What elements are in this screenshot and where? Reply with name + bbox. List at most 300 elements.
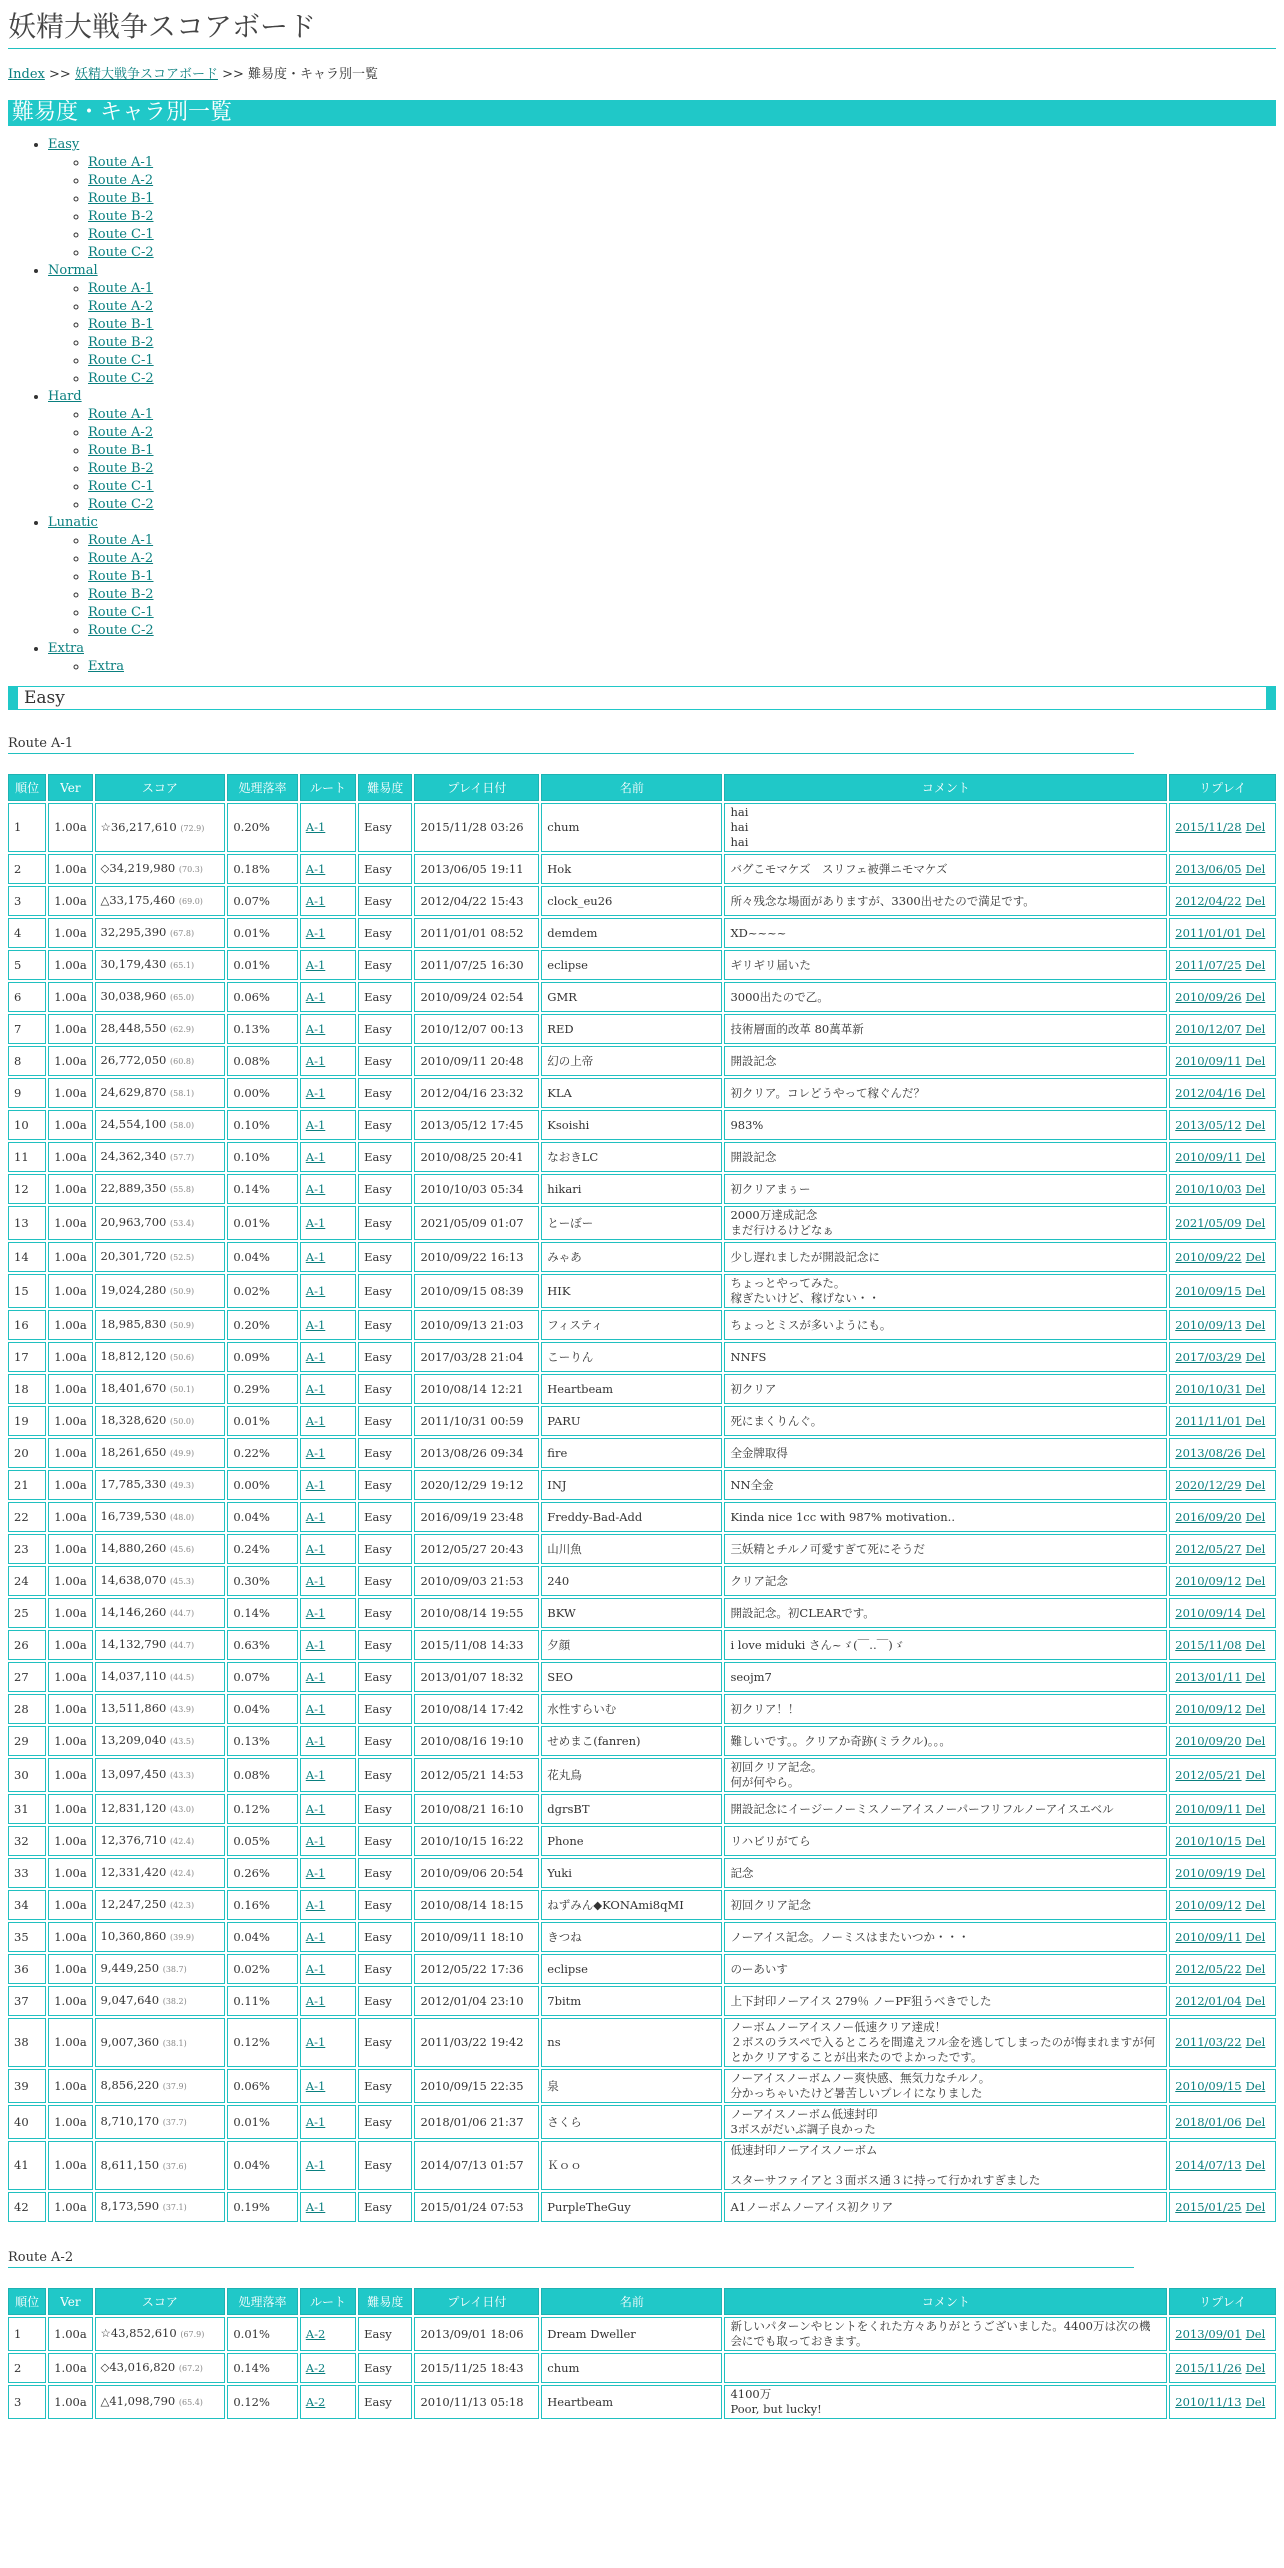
delete-link[interactable]: Del [1245,2394,1266,2409]
slowdown-cell: 0.04% [227,1242,297,1272]
replay-download-link[interactable]: 2012/05/27 [1175,1541,1242,1556]
delete-link[interactable]: Del [1245,1445,1266,1460]
score-value: 12,831,120 [100,1801,167,1815]
route-link[interactable]: A-1 [305,1669,326,1684]
route-link[interactable]: A-1 [305,1897,326,1912]
version-cell: 1.00a [48,982,92,1012]
toc-route-link[interactable]: Route B-1 [88,317,154,332]
delete-link[interactable]: Del [1245,1833,1266,1848]
toc-route-link[interactable]: Route B-2 [88,209,154,224]
toc-difficulty-item [48,388,1276,514]
replay-download-link[interactable]: 2018/01/06 [1175,2114,1242,2129]
rank-cell: 10 [8,1110,46,1140]
toc-route-link[interactable]: Route A-1 [88,533,154,548]
route-link[interactable]: A-1 [305,2158,326,2172]
score-value: 24,629,870 [100,1085,167,1099]
route-link[interactable]: A-2 [305,2394,326,2409]
replay-cell [1169,1922,1276,1952]
route-link[interactable]: A-1 [305,1833,326,1848]
route-link[interactable]: A-1 [305,925,326,940]
replay-download-link[interactable]: 2010/09/20 [1175,1733,1242,1748]
version-cell: 1.00a [48,1534,92,1564]
column-header: 難易度 [358,2288,412,2315]
route-link[interactable]: A-1 [305,1801,326,1816]
breadcrumb [8,63,1276,82]
replay-cell [1169,1206,1276,1240]
score-cell [95,1274,226,1308]
replay-download-link[interactable]: 2020/12/29 [1175,1477,1242,1492]
score-value: 18,985,830 [100,1317,167,1331]
route-link[interactable]: A-1 [305,2114,326,2129]
replay-download-link[interactable]: 2015/11/26 [1175,2360,1242,2375]
replay-download-link[interactable]: 2012/01/04 [1175,1993,1242,2008]
replay-download-link[interactable]: 2013/06/05 [1175,861,1242,876]
toc-route-link[interactable]: Extra [88,659,125,674]
toc-route-item [88,190,1276,208]
play-date-cell: 2013/05/12 17:45 [414,1110,539,1140]
route-cell [300,1470,356,1500]
delete-link[interactable]: Del [1245,1897,1266,1912]
score-cell [95,1662,226,1692]
toc-route-link[interactable]: Route A-2 [88,173,154,188]
version-cell: 1.00a [48,1470,92,1500]
replay-download-link[interactable]: 2012/05/22 [1175,1961,1242,1976]
toc-route-link[interactable]: Route C-1 [88,227,154,242]
route-link[interactable]: A-1 [305,1053,326,1068]
toc-route-link[interactable]: Route C-2 [88,245,154,260]
replay-download-link[interactable]: 2011/11/01 [1175,1413,1242,1428]
name-cell: 7bitm [541,1986,722,2016]
toc-route-item [88,226,1276,244]
score-value: 14,638,070 [100,1573,167,1587]
route-link[interactable]: A-1 [305,1317,326,1332]
replay-download-link[interactable]: 2011/07/25 [1175,957,1242,972]
replay-download-link[interactable]: 2014/07/13 [1175,2158,1242,2172]
route-link[interactable]: A-1 [305,1117,326,1132]
column-header: Ver [48,774,92,801]
route-link[interactable]: A-1 [305,893,326,908]
replay-download-link[interactable]: 2010/10/15 [1175,1833,1242,1848]
delete-link[interactable]: Del [1245,861,1266,876]
comment-cell: 全金牌取得 [724,1438,1167,1468]
play-date-cell: 2013/01/07 18:32 [414,1662,539,1692]
comment-cell: バグこモマケズ スリフェ被弾ニモマケズ [724,854,1167,884]
route-link[interactable]: A-1 [305,1929,326,1944]
delete-link[interactable]: Del [1245,1573,1266,1588]
name-cell: Heartbeam [541,1374,722,1404]
name-cell: 夕顔 [541,1630,722,1660]
replay-download-link[interactable]: 2010/09/14 [1175,1605,1242,1620]
slowdown-cell: 0.29% [227,1374,297,1404]
replay-cell [1169,2317,1276,2351]
score-value: 14,146,260 [100,1605,167,1619]
toc-difficulty-link[interactable]: Hard [48,389,82,404]
replay-download-link[interactable]: 2010/09/12 [1175,1573,1242,1588]
replay-download-link[interactable]: 2012/04/22 [1175,893,1242,908]
route-link[interactable]: A-1 [305,1961,326,1976]
replay-download-link[interactable]: 2010/12/07 [1175,1021,1242,1036]
replay-cell [1169,2353,1276,2383]
toc-route-link[interactable]: Route C-2 [88,623,154,638]
toc-route-link[interactable]: Route A-1 [88,407,154,422]
route-link[interactable]: A-1 [305,989,326,1004]
toc-difficulty-link[interactable]: Easy [48,137,80,152]
name-cell: 水性すらいむ [541,1694,722,1724]
score-cell [95,1826,226,1856]
difficulty-cell: Easy [358,2317,412,2351]
rank-cell: 29 [8,1726,46,1756]
difficulty-cell: Easy [358,803,412,852]
delete-link[interactable]: Del [1245,1637,1266,1652]
route-link[interactable]: A-2 [305,2360,326,2375]
score-percent: (50.6) [170,1353,195,1362]
score-cell [95,2192,226,2222]
score-value: 16,739,530 [100,1509,167,1523]
route-link[interactable]: A-1 [305,2078,326,2093]
score-percent: (45.6) [170,1545,195,1554]
table-header-row [8,2288,1276,2315]
slowdown-cell: 0.09% [227,1342,297,1372]
delete-link[interactable]: Del [1245,1349,1266,1364]
toc-route-link[interactable]: Route B-2 [88,461,154,476]
route-link[interactable]: A-1 [305,1381,326,1396]
replay-download-link[interactable]: 2021/05/09 [1175,1215,1242,1230]
route-link[interactable]: A-1 [305,1215,326,1230]
score-percent: (42.4) [170,1837,195,1846]
toc-route-item [88,604,1276,622]
replay-download-link[interactable]: 2013/05/12 [1175,1117,1242,1132]
replay-download-link[interactable]: 2015/11/08 [1175,1637,1242,1652]
comment-cell: i love miduki さん~ゞ(￣‥￣)ゞ [724,1630,1167,1660]
route-link[interactable]: A-1 [305,1249,326,1264]
slowdown-cell: 0.19% [227,2192,297,2222]
toc-route-link[interactable]: Route C-1 [88,605,154,620]
delete-link[interactable]: Del [1245,1929,1266,1944]
route-link[interactable]: A-1 [305,1085,326,1100]
comment-cell: ノーアイスノーボム低速封印 3ボスがだいぶ調子良かった [724,2105,1167,2139]
replay-cell [1169,1310,1276,1340]
play-date-cell: 2011/07/25 16:30 [414,950,539,980]
replay-download-link[interactable]: 2010/10/03 [1175,1181,1242,1196]
name-cell: GMR [541,982,722,1012]
delete-link[interactable]: Del [1245,1249,1266,1264]
route-link[interactable]: A-1 [305,1477,326,1492]
replay-download-link[interactable]: 2010/09/15 [1175,2078,1242,2093]
route-heading: Route A-2 [8,2250,1134,2268]
play-date-cell: 2010/08/14 18:15 [414,1890,539,1920]
table-row [8,1954,1276,1984]
comment-cell: ギリギリ届いた [724,950,1167,980]
difficulty-cell: Easy [358,1890,412,1920]
rank-cell: 13 [8,1206,46,1240]
toc-route-link[interactable]: Route B-2 [88,335,154,350]
replay-download-link[interactable]: 2017/03/29 [1175,1349,1242,1364]
play-date-cell: 2021/05/09 01:07 [414,1206,539,1240]
column-header: 処理落率 [227,774,297,801]
slowdown-cell: 0.06% [227,2069,297,2103]
replay-download-link[interactable]: 2011/03/22 [1175,2035,1242,2049]
name-cell: PurpleTheGuy [541,2192,722,2222]
name-cell: フィスティ [541,1310,722,1340]
route-cell [300,1922,356,1952]
route-cell [300,1014,356,1044]
version-cell: 1.00a [48,1342,92,1372]
replay-cell [1169,1078,1276,1108]
replay-download-link[interactable]: 2010/09/15 [1175,1283,1242,1298]
route-link[interactable]: A-1 [305,1021,326,1036]
replay-download-link[interactable]: 2013/01/11 [1175,1669,1242,1684]
route-link[interactable]: A-1 [305,1573,326,1588]
score-percent: (44.7) [170,1641,195,1650]
route-link[interactable]: A-1 [305,820,326,834]
delete-link[interactable]: Del [1245,1317,1266,1332]
delete-link[interactable]: Del [1245,957,1266,972]
rank-cell: 34 [8,1890,46,1920]
name-cell: demdem [541,918,722,948]
score-value: 9,449,250 [100,1961,160,1975]
toc-route-link[interactable]: Route A-2 [88,425,154,440]
score-percent: (50.1) [170,1385,195,1394]
score-cell [95,1858,226,1888]
replay-download-link[interactable]: 2010/09/11 [1175,1801,1242,1816]
score-cell [95,950,226,980]
route-link[interactable]: A-1 [305,861,326,876]
comment-cell: 所々残念な場面がありますが、3300出せたので満足です。 [724,886,1167,916]
score-cell [95,1598,226,1628]
route-link[interactable]: A-1 [305,1993,326,2008]
route-cell [300,803,356,852]
delete-link[interactable]: Del [1245,1381,1266,1396]
replay-download-link[interactable]: 2011/01/01 [1175,925,1242,940]
replay-download-link[interactable]: 2010/09/11 [1175,1929,1242,1944]
route-link[interactable]: A-1 [305,1733,326,1748]
route-link[interactable]: A-1 [305,1413,326,1428]
rank-cell: 25 [8,1598,46,1628]
table-row [8,1694,1276,1724]
route-link[interactable]: A-1 [305,1349,326,1364]
toc-route-link[interactable]: Route B-1 [88,569,154,584]
comment-cell: ノーアイス記念。ノーミスはまたいつか・・・ [724,1922,1167,1952]
comment-cell: 開設記念。初CLEARです。 [724,1598,1167,1628]
toc-route-link[interactable]: Route C-1 [88,479,154,494]
delete-link[interactable]: Del [1245,1149,1266,1164]
toc-difficulty-link[interactable]: Extra [48,641,85,656]
slowdown-cell: 0.30% [227,1566,297,1596]
table-row [8,1242,1276,1272]
play-date-cell: 2012/05/22 17:36 [414,1954,539,1984]
replay-download-link[interactable]: 2012/04/16 [1175,1085,1242,1100]
toc-route-link[interactable]: Route A-1 [88,155,154,170]
route-link[interactable]: A-1 [305,1701,326,1716]
score-value: 30,038,960 [100,989,167,1003]
replay-download-link[interactable]: 2013/08/26 [1175,1445,1242,1460]
score-cell [95,982,226,1012]
route-link[interactable]: A-1 [305,1181,326,1196]
name-cell: SEO [541,1662,722,1692]
delete-link[interactable]: Del [1245,1215,1266,1230]
delete-link[interactable]: Del [1245,1509,1266,1524]
delete-link[interactable]: Del [1245,1801,1266,1816]
replay-download-link[interactable]: 2012/05/21 [1175,1767,1242,1782]
score-percent: (70.3) [178,865,203,874]
delete-link[interactable]: Del [1245,2199,1266,2214]
toc-route-link[interactable]: Route A-2 [88,299,154,314]
table-row [8,1406,1276,1436]
toc-difficulty-link[interactable]: Normal [48,263,98,278]
toc-difficulty-item [48,640,1276,676]
delete-link[interactable]: Del [1245,989,1266,1004]
difficulty-cell: Easy [358,2105,412,2139]
delete-link[interactable]: Del [1245,1993,1266,2008]
replay-download-link[interactable]: 2010/09/13 [1175,1317,1242,1332]
comment-cell: のーあいす [724,1954,1167,1984]
breadcrumb-index-link[interactable]: Index [8,67,45,82]
score-value: 13,511,860 [100,1701,167,1715]
play-date-cell: 2013/06/05 19:11 [414,854,539,884]
version-cell: 1.00a [48,1566,92,1596]
replay-download-link[interactable]: 2010/11/13 [1175,2394,1242,2409]
route-link[interactable]: A-1 [305,1605,326,1620]
slowdown-cell: 0.12% [227,2018,297,2067]
score-cell [95,1014,226,1044]
score-value: △41,098,790 [100,2394,176,2408]
route-link[interactable]: A-1 [305,957,326,972]
delete-link[interactable]: Del [1245,1021,1266,1036]
toc-route-item [88,316,1276,334]
replay-download-link[interactable]: 2010/10/31 [1175,1381,1242,1396]
route-link[interactable]: A-1 [305,1149,326,1164]
route-link[interactable]: A-2 [305,2326,326,2341]
delete-link[interactable]: Del [1245,1283,1266,1298]
version-cell: 1.00a [48,803,92,852]
comment-cell [724,2353,1167,2383]
route-link[interactable]: A-1 [305,2199,326,2214]
toc-route-link[interactable]: Route B-1 [88,443,154,458]
toc-route-link[interactable]: Route A-1 [88,281,154,296]
toc-difficulty-link[interactable]: Lunatic [48,515,98,530]
delete-link[interactable]: Del [1245,1865,1266,1880]
breadcrumb-board-link[interactable]: 妖精大戦争スコアボード [74,67,218,82]
name-cell: hikari [541,1174,722,1204]
score-percent: (44.5) [170,1673,195,1682]
difficulty-cell: Easy [358,1694,412,1724]
delete-link[interactable]: Del [1245,1767,1266,1782]
toc-route-link[interactable]: Route A-2 [88,551,154,566]
delete-link[interactable]: Del [1245,1733,1266,1748]
replay-download-link[interactable]: 2010/09/12 [1175,1701,1242,1716]
delete-link[interactable]: Del [1245,1477,1266,1492]
route-link[interactable]: A-1 [305,1509,326,1524]
delete-link[interactable]: Del [1245,1961,1266,1976]
name-cell: RED [541,1014,722,1044]
delete-link[interactable]: Del [1245,1117,1266,1132]
toc-route-link[interactable]: Route C-2 [88,497,154,512]
replay-download-link[interactable]: 2010/09/22 [1175,1249,1242,1264]
score-value: 12,376,710 [100,1833,167,1847]
route-link[interactable]: A-1 [305,1445,326,1460]
delete-link[interactable]: Del [1245,1085,1266,1100]
replay-download-link[interactable]: 2010/09/12 [1175,1897,1242,1912]
delete-link[interactable]: Del [1245,893,1266,908]
route-link[interactable]: A-1 [305,1767,326,1782]
difficulty-cell: Easy [358,2069,412,2103]
score-value: 17,785,330 [100,1477,167,1491]
delete-link[interactable]: Del [1245,820,1266,834]
route-link[interactable]: A-1 [305,2035,326,2049]
slowdown-cell: 0.18% [227,854,297,884]
route-link[interactable]: A-1 [305,1541,326,1556]
delete-link[interactable]: Del [1245,2035,1266,2049]
toc-route-item [88,424,1276,442]
toc-route-list [48,154,1276,262]
comment-cell: 死にまくりんぐ。 [724,1406,1167,1436]
toc-route-link[interactable]: Route C-1 [88,353,154,368]
delete-link[interactable]: Del [1245,2326,1266,2341]
replay-download-link[interactable]: 2010/09/11 [1175,1149,1242,1164]
score-cell [95,2317,226,2351]
score-cell [95,1534,226,1564]
column-header: スコア [95,774,226,801]
toc-route-list [48,280,1276,388]
replay-download-link[interactable]: 2010/09/11 [1175,1053,1242,1068]
route-link[interactable]: A-1 [305,1637,326,1652]
delete-link[interactable]: Del [1245,1605,1266,1620]
table-row [8,1374,1276,1404]
toc-route-link[interactable]: Route B-2 [88,587,154,602]
delete-link[interactable]: Del [1245,1701,1266,1716]
score-cell [95,1078,226,1108]
delete-link[interactable]: Del [1245,1669,1266,1684]
delete-link[interactable]: Del [1245,2114,1266,2129]
replay-download-link[interactable]: 2015/01/25 [1175,2199,1242,2214]
toc-route-link[interactable]: Route C-2 [88,371,154,386]
route-link[interactable]: A-1 [305,1865,326,1880]
toc-route-item [88,298,1276,316]
route-link[interactable]: A-1 [305,1283,326,1298]
delete-link[interactable]: Del [1245,1413,1266,1428]
name-cell: Ksoishi [541,1110,722,1140]
slowdown-cell: 0.10% [227,1142,297,1172]
replay-download-link[interactable]: 2013/09/01 [1175,2326,1242,2341]
replay-cell [1169,1438,1276,1468]
delete-link[interactable]: Del [1245,2158,1266,2172]
delete-link[interactable]: Del [1245,2078,1266,2093]
rank-cell: 7 [8,1014,46,1044]
comment-cell: A1ノーボムノーアイス初クリア [724,2192,1167,2222]
delete-link[interactable]: Del [1245,1541,1266,1556]
score-percent: (49.3) [170,1481,195,1490]
play-date-cell: 2015/11/28 03:26 [414,803,539,852]
replay-download-link[interactable]: 2015/11/28 [1175,820,1242,834]
toc-route-link[interactable]: Route B-1 [88,191,154,206]
delete-link[interactable]: Del [1245,1181,1266,1196]
column-header: 順位 [8,774,46,801]
route-cell [300,1206,356,1240]
delete-link[interactable]: Del [1245,925,1266,940]
replay-download-link[interactable]: 2010/09/26 [1175,989,1242,1004]
rank-cell: 16 [8,1310,46,1340]
score-cell [95,1242,226,1272]
replay-download-link[interactable]: 2016/09/20 [1175,1509,1242,1524]
name-cell: KLA [541,1078,722,1108]
score-value: 12,331,420 [100,1865,167,1879]
delete-link[interactable]: Del [1245,1053,1266,1068]
table-row [8,1826,1276,1856]
score-percent: (65.0) [170,993,195,1002]
delete-link[interactable]: Del [1245,2360,1266,2375]
replay-download-link[interactable]: 2010/09/19 [1175,1865,1242,1880]
name-cell: ねずみん◆KONAmi8qMI [541,1890,722,1920]
